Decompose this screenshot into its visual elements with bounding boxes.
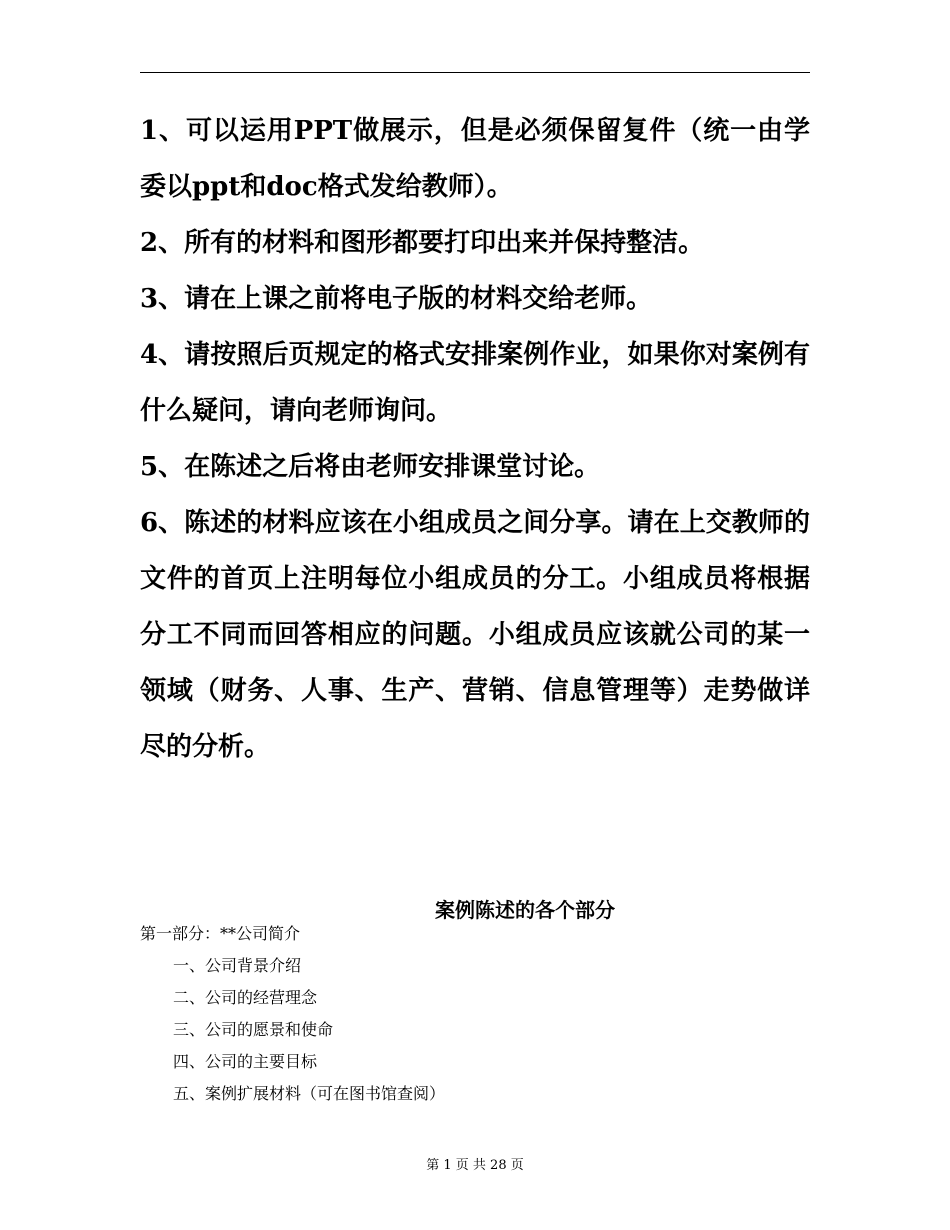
instruction-item-6: 6、陈述的材料应该在小组成员之间分享。请在上交教师的文件的首页上注明每位小组成员的分工。小组成员将根据分工不同而回答相应的问题。小组成员应该就公司的某一领域（财务、人事、生产、营销、信息管理等）走势做详尽的分析。 [140,508,810,762]
instruction-item-2: 2、所有的材料和图形都要打印出来并保持整洁。 [140,228,705,258]
instruction-item-5: 5、在陈述之后将由老师安排课堂讨论。 [140,452,601,482]
instruction-item-1: 1、可以运用PPT做展示，但是必须保留复件（统一由学委以ppt和doc格式发给教师）。 [140,116,810,202]
outline-item-3: 三、公司的愿景和使命 [173,1020,334,1039]
outline-item-1: 一、公司背景介绍 [173,956,302,975]
outline-item-5: 五、案例扩展材料（可在图书馆查阅） [173,1084,446,1103]
instruction-item-3: 3、请在上课之前将电子版的材料交给老师。 [140,284,653,314]
page-footer: 第 1 页 共 28 页 [426,1158,524,1173]
section-title: 案例陈述的各个部分 [435,898,615,922]
header-rule [140,72,810,73]
instructions-list [140,103,810,775]
part-heading: 第一部分：**公司简介 [140,924,301,943]
outline-item-4: 四、公司的主要目标 [173,1052,318,1071]
outline-item-2: 二、公司的经营理念 [173,988,318,1007]
case-outline [140,918,810,1110]
instruction-item-4: 4、请按照后页规定的格式安排案例作业，如果你对案例有什么疑问，请向老师询问。 [140,340,810,426]
